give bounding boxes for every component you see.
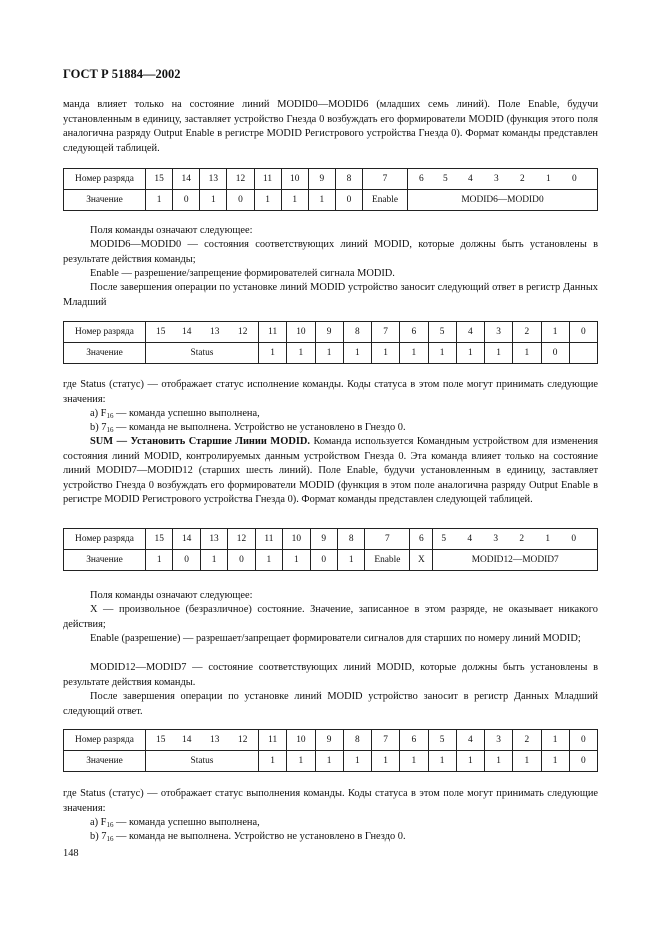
table-cell: 2 (513, 322, 541, 343)
table-cell: 8 (343, 322, 371, 343)
table-row (64, 730, 598, 751)
table-cell: 10 (281, 169, 308, 190)
bit-label: 0 (571, 534, 577, 544)
table-cell: 0 (173, 550, 200, 571)
table-cell: 1 (541, 730, 569, 751)
table-cell: 10 (287, 322, 315, 343)
table-cell: 7 (372, 322, 400, 343)
command-format-table-smd (63, 168, 598, 211)
table-cell: 1 (400, 343, 428, 364)
item-prefix: a) F (90, 408, 107, 419)
table-cell: 8 (343, 730, 371, 751)
paragraph-5: После завершения операции по установке линий MODID устройство заносит следующий ответ в регистр Данных Младший (63, 282, 598, 308)
bit-label: 1 (546, 174, 551, 184)
table-cell: 1 (308, 190, 335, 211)
paragraph-7-text: Команда используется Командным устройством для изменения состояния линий MODID, контролируемых данным устройством Гнезда 0. Эта команда влияет только на состояние линий MODID7—MODID12 (старших шесть линий). Поле Enable, будучи установленным в единицу, заставляет устройство Гнезда 0 возбуждать его формирователи MODID (функция в этом поле аналогична разряду Output Enable в регистре MODID Регистрового устройства Гнезда 0). Формат команды представлен следующей таблицей. (63, 436, 598, 506)
table-cell (433, 529, 598, 550)
list-item-a1 (63, 407, 598, 422)
response-table-sum (63, 729, 598, 772)
table-row (64, 190, 598, 211)
bit-label: 4 (468, 174, 473, 184)
command-format-table-sum (63, 528, 598, 571)
table-cell: 1 (541, 322, 569, 343)
table-cell: Значение (64, 190, 146, 211)
table-cell: 11 (254, 169, 281, 190)
table-cell: 1 (343, 751, 371, 772)
table-cell: 0 (227, 190, 254, 211)
table-cell: 4 (456, 322, 484, 343)
table-cell: 1 (513, 751, 541, 772)
item-text: — команда не выполнена. Устройство не установлено в Гнездо 0. (113, 422, 406, 433)
table-cell: Значение (64, 751, 146, 772)
item-subscript: 16 (106, 821, 114, 829)
table-cell: 1 (337, 550, 364, 571)
list-item-a2 (63, 816, 598, 831)
table-cell: 0 (335, 190, 362, 211)
table-cell (408, 169, 598, 190)
table-cell: Enable (365, 550, 410, 571)
table-cell: 15 (146, 169, 173, 190)
table-cell: 1 (315, 343, 343, 364)
table-cell: 1 (400, 751, 428, 772)
paragraph-10: Enable (разрешение) — разрешает/запрещает формирователи сигналов для старших по номеру линий MODID; (90, 633, 581, 644)
bit-label: 3 (493, 534, 499, 544)
bit-label: 2 (519, 534, 525, 544)
table-cell: 0 (569, 730, 597, 751)
bit-label: 4 (467, 534, 473, 544)
bit-label: 0 (572, 174, 577, 184)
table-cell: 1 (259, 343, 287, 364)
status-cell: Status (146, 343, 259, 364)
table-cell: Номер разряда (64, 169, 146, 190)
table-cell: 6 (410, 529, 433, 550)
table-cell: 0 (310, 550, 337, 571)
paragraph-13: где Status (статус) — отображает статус выполнения команды. Коды статуса в этом поле могут принимать следующие значения: (63, 788, 598, 814)
table-cell (569, 343, 597, 364)
table-row (64, 343, 598, 364)
table-cell: 7 (365, 529, 410, 550)
paragraph-11: MODID12—MODID7 — состояние соответствующих линий MODID, которые должны быть установлены в результате действия команды. (63, 662, 598, 688)
table-cell: Номер разряда (64, 529, 146, 550)
bit-label: 13 (210, 735, 220, 745)
table-cell: 0 (569, 751, 597, 772)
table-cell: 1 (343, 343, 371, 364)
status-cell: Status (146, 751, 259, 772)
item-subscript: 16 (106, 835, 114, 843)
table-cell: 5 (428, 322, 456, 343)
table-cell: 7 (372, 730, 400, 751)
paragraph-8: Поля команды означают следующее: (90, 590, 253, 601)
table-cell: Номер разряда (64, 730, 146, 751)
table-cell: MODID6—MODID0 (408, 190, 598, 211)
bit-label: 14 (182, 327, 192, 337)
table-cell: MODID12—MODID7 (433, 550, 598, 571)
table-cell: 0 (173, 190, 200, 211)
item-prefix: a) F (90, 817, 107, 828)
item-prefix: b) 7 (90, 422, 107, 433)
table-cell: 9 (315, 322, 343, 343)
table-cell: 11 (259, 730, 287, 751)
table-cell: 13 (200, 529, 227, 550)
bit-label: 12 (238, 735, 248, 745)
table-cell: 1 (428, 751, 456, 772)
table-cell: 1 (200, 190, 227, 211)
table-row (64, 322, 598, 343)
table-cell: 9 (315, 730, 343, 751)
paragraph-6: где Status (статус) — отображает статус исполнение команды. Коды статуса в этом поле могут принимать следующие значения: (63, 379, 598, 405)
page-number: 148 (63, 848, 79, 859)
table-cell: 7 (363, 169, 408, 190)
table-cell: Номер разряда (64, 322, 146, 343)
table-cell: Значение (64, 343, 146, 364)
item-subscript: 16 (106, 412, 114, 420)
table-cell: 11 (255, 529, 282, 550)
bit-label: 13 (210, 327, 220, 337)
item-subscript: 16 (106, 426, 114, 434)
paragraph-7 (63, 435, 598, 508)
paragraph-12: После завершения операции по установке линий MODID устройство заносит в регистр Данных Младший следующий ответ. (63, 691, 598, 717)
table-cell: 1 (428, 343, 456, 364)
table-cell: 8 (335, 169, 362, 190)
bit-label: 5 (443, 174, 448, 184)
table-cell: 1 (146, 550, 173, 571)
table-cell: 1 (456, 343, 484, 364)
table-cell: 12 (228, 529, 255, 550)
item-text: — команда не выполнена. Устройство не установлено в Гнездо 0. (113, 831, 406, 842)
table-row (64, 751, 598, 772)
bit-label: 2 (520, 174, 525, 184)
table-cell: X (410, 550, 433, 571)
table-cell: 10 (283, 529, 310, 550)
table-cell: 10 (287, 730, 315, 751)
table-cell: Значение (64, 550, 146, 571)
table-cell: 1 (541, 751, 569, 772)
item-text: — команда успешно выполнена, (113, 408, 260, 419)
table-cell: 1 (485, 751, 513, 772)
table-cell: 15 (146, 529, 173, 550)
table-cell: 1 (283, 550, 310, 571)
table-cell: 13 (200, 169, 227, 190)
table-cell: 1 (255, 550, 282, 571)
item-text: — команда успешно выполнена, (113, 817, 260, 828)
table-cell: 1 (456, 751, 484, 772)
table-row (64, 169, 598, 190)
table-cell: 8 (337, 529, 364, 550)
table-cell: 12 (227, 169, 254, 190)
table-cell (146, 322, 259, 343)
paragraph-9: X — произвольное (безразличное) состояние. Значение, записанное в этом разряде, не оказывает никакого действия; (63, 604, 598, 630)
table-cell: 14 (173, 169, 200, 190)
bit-label: 5 (441, 534, 447, 544)
paragraph-4: Enable — разрешение/запрещение формирователей сигнала MODID. (90, 268, 395, 279)
table-cell: 6 (400, 730, 428, 751)
table-cell: 5 (428, 730, 456, 751)
list-item-b1 (63, 421, 598, 436)
list-item-b2 (63, 830, 598, 845)
table-cell: 4 (456, 730, 484, 751)
table-cell: 1 (513, 343, 541, 364)
table-cell: 1 (485, 343, 513, 364)
table-cell: 1 (372, 751, 400, 772)
table-cell: 1 (372, 343, 400, 364)
table-row (64, 550, 598, 571)
bit-label: 15 (156, 327, 166, 337)
table-cell: 6 (400, 322, 428, 343)
paragraph-1: манда влияет только на состояние линий MODID0—MODID6 (младших семь линий). Поле Enable, будучи установленным в единицу, заставляет устройство Гнезда 0 возбуждать его формирователи MODID (функция этого поля аналогична разряду Output Enable в регистре MODID Регистрового устройства Гнезда 0). Формат команды представлен следующей таблицей. (63, 99, 598, 154)
table-cell: 9 (310, 529, 337, 550)
table-cell: 1 (287, 751, 315, 772)
table-cell: 1 (200, 550, 227, 571)
bit-label: 12 (238, 327, 248, 337)
table-cell (146, 730, 259, 751)
table-cell: Enable (363, 190, 408, 211)
table-cell: 9 (308, 169, 335, 190)
table-cell: 3 (485, 322, 513, 343)
table-cell: 11 (259, 322, 287, 343)
bit-label: 1 (545, 534, 551, 544)
paragraph-2: Поля команды означают следующее: (90, 225, 253, 236)
table-cell: 14 (173, 529, 200, 550)
table-cell: 1 (287, 343, 315, 364)
command-name: SUM — Установить Старшие Линии MODID. (90, 436, 310, 447)
bit-label: 6 (419, 174, 424, 184)
table-cell: 1 (254, 190, 281, 211)
table-cell: 0 (541, 343, 569, 364)
response-table-smd (63, 321, 598, 364)
table-row (64, 529, 598, 550)
paragraph-3: MODID6—MODID0 — состояния соответствующих линий MODID, которые должны быть установлены в результате действия команды; (63, 239, 598, 265)
bit-label: 14 (182, 735, 192, 745)
table-cell: 1 (146, 190, 173, 211)
table-cell: 1 (259, 751, 287, 772)
document-header: ГОСТ Р 51884—2002 (63, 67, 181, 81)
table-cell: 1 (281, 190, 308, 211)
bit-label: 3 (494, 174, 499, 184)
table-cell: 0 (228, 550, 255, 571)
table-cell: 1 (315, 751, 343, 772)
item-prefix: b) 7 (90, 831, 107, 842)
bit-label: 15 (156, 735, 166, 745)
table-cell: 0 (569, 322, 597, 343)
table-cell: 2 (513, 730, 541, 751)
table-cell: 3 (485, 730, 513, 751)
